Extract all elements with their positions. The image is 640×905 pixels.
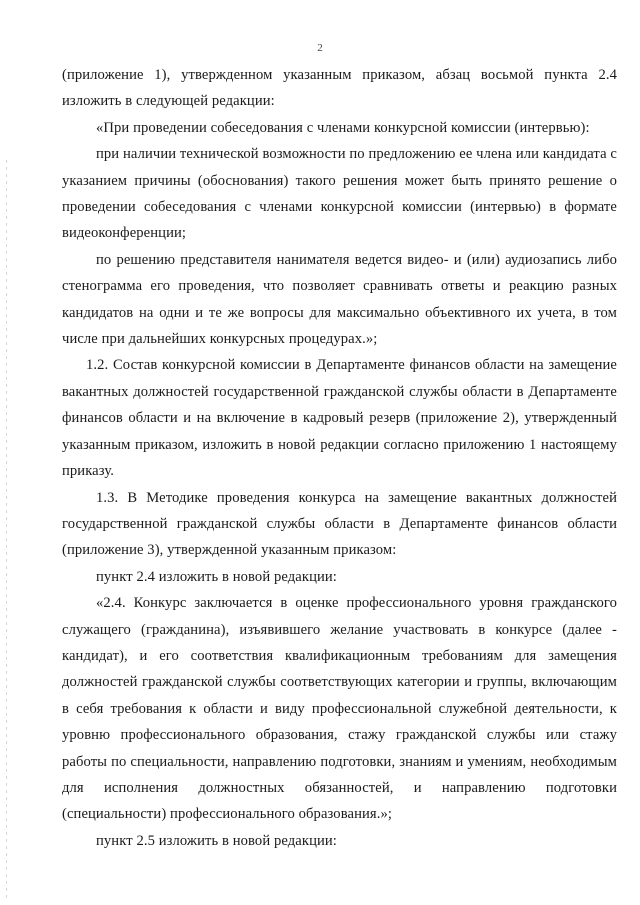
scan-edge-artifact (6, 160, 7, 900)
document-body (62, 62, 617, 854)
paragraph: «2.4. Конкурс заключается в оценке профессионального уровня гражданского служащего (гражданина), изъявившего желание участвовать в конкурсе (далее - кандидат), и его соответствия квалификационным требованиям для замещения должностей гражданской службы соответствующих категории и группы, включающим в себя требования к области и виду профессиональной служебной деятельности, к уровню профессионального образования, стажу гражданской службы или стажу работы по специальности, направлению подготовки, знаниям и умениям, необходимым для исполнения должностных обязанностей, и направлению подготовки (специальности) профессионального образования.»; (62, 595, 617, 823)
paragraph: по решению представителя нанимателя ведется видео- и (или) аудиозапись либо стенограмма его проведения, что позволяет сравнивать ответы и реакцию разных кандидатов на одни и те же вопросы для максимально объективного их учета, в том числе при дальнейших конкурсных процедурах.»; (62, 251, 617, 348)
paragraph: «При проведении собеседования с членами конкурсной комиссии (интервью): (96, 119, 590, 136)
page-number: 2 (317, 42, 323, 54)
paragraph: 1.2. Состав конкурсной комиссии в Департаменте финансов области на замещение вакантных должностей государственной гражданской службы области в Департаменте финансов области и на включение в кадровый резерв (приложение 2), утвержденный указанным приказом, изложить в новой редакции согласно приложению 1 настоящему приказу. (62, 357, 617, 480)
paragraph: 1.3. В Методике проведения конкурса на замещение вакантных должностей государственной гражданской службы области в Департаменте финансов области (приложение 3), утвержденной указанным приказом: (62, 489, 617, 559)
paragraph: (приложение 1), утвержденном указанным приказом, абзац восьмой пункта 2.4 изложить в следующей редакции: (62, 67, 617, 110)
paragraph: пункт 2.5 изложить в новой редакции: (96, 832, 337, 849)
paragraph: пункт 2.4 изложить в новой редакции: (96, 568, 337, 585)
paragraph: при наличии технической возможности по предложению ее члена или кандидата с указанием причины (обоснования) такого решения может быть принято решение о проведении собеседования с членами конкурсной комиссии (интервью) в формате видеоконференции; (62, 146, 617, 242)
